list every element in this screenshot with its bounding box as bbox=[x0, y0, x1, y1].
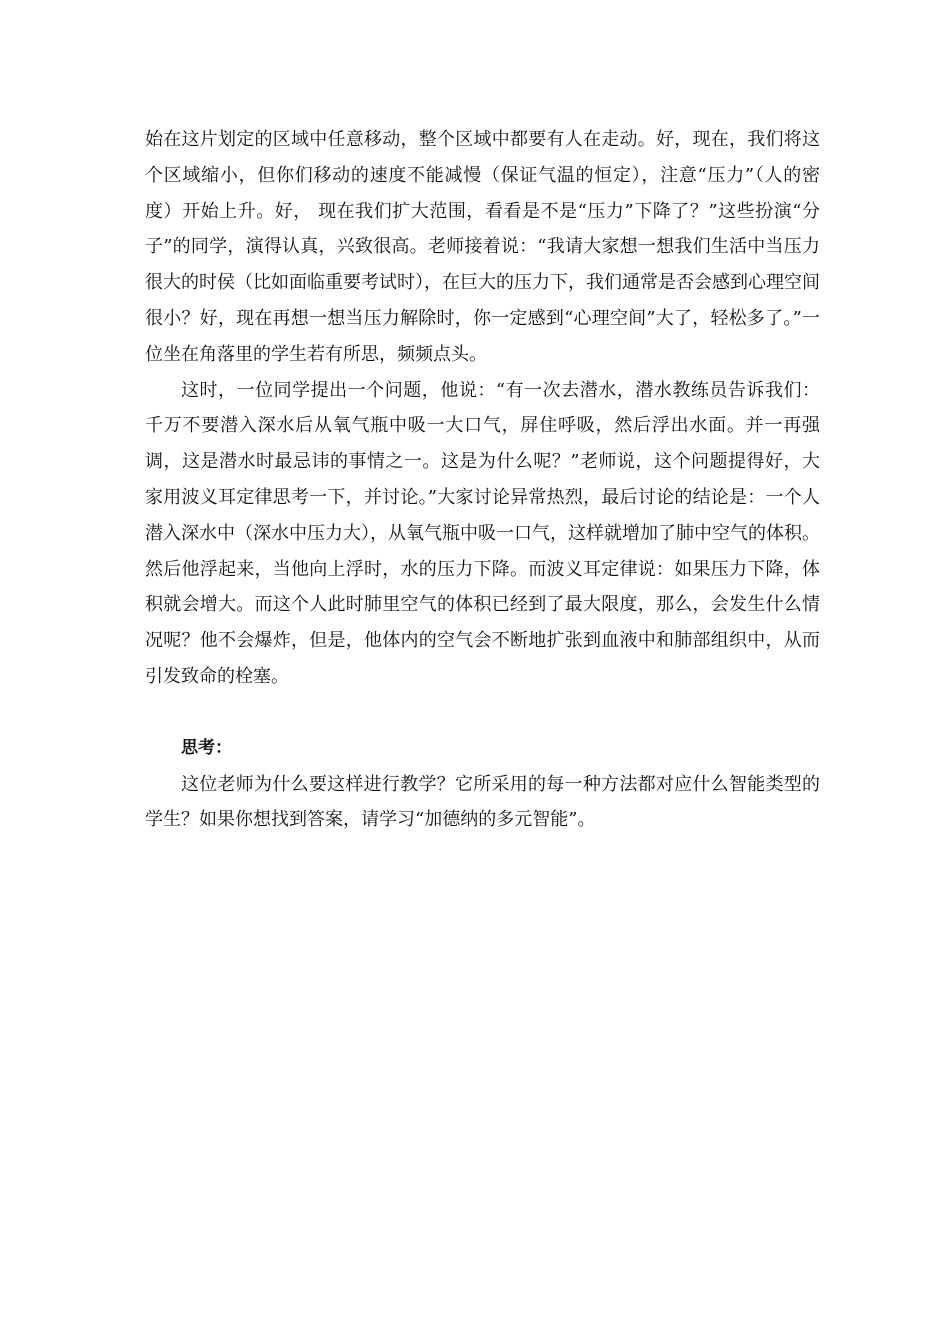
paragraph-diving-question: 这时，一位同学提出一个问题，他说：“有一次去潜水，潜水教练员告诉我们：千万不要潜入深水后从氧气瓶中吸一大口气，屏住呼吸，然后浮出水面。并一再强调，这是潜水时最忌讳的事情之一。这是为什么呢？”老师说，这个问题提得好，大家用波义耳定律思考一下，并讨论。”大家讨论异常热烈，最后讨论的结论是：一个人潜入深水中（深水中压力大），从氧气瓶中吸一口气，这样就增加了肺中空气的体积。然后他浮起来，当他向上浮时，水的压力下降。而波义耳定律说：如果压力下降，体积就会增大。而这个人此时肺里空气的体积已经到了最大限度，那么，会发生什么情况呢？他不会爆炸，但是，他体内的空气会不断地扩张到血液中和肺部组织中，从而引发致命的栓塞。 bbox=[145, 379, 820, 687]
thinking-heading: 思考： bbox=[181, 737, 232, 758]
thinking-question: 这位老师为什么要这样进行教学？它所采用的每一种方法都对应什么智能类型的学生？如果你想找到答案，请学习“加德纳的多元智能”。 bbox=[145, 773, 820, 831]
paragraph-spacer bbox=[145, 695, 820, 731]
document-body bbox=[145, 122, 820, 838]
paragraph-continuation: 始在这片划定的区域中任意移动，整个区域中都要有人在走动。好，现在，我们将这个区域缩小，但你们移动的速度不能减慢（保证气温的恒定），注意“压力”（人的密度）开始上升。好， 现在我们扩大范围，看看是不是“压力”下降了？”这些扮演“分子”的同学，演得认真，兴致很高。老师接着说：“我请大家想一想我们生活中当压力很大的时侯（比如面临重要考试时），在巨大的压力下，我们通常是否会感到心理空间很小？好，现在再想一想当压力解除时，你一定感到“心理空间”大了，轻松多了。”一位坐在角落里的学生若有所思，频频点头。 bbox=[145, 129, 820, 365]
